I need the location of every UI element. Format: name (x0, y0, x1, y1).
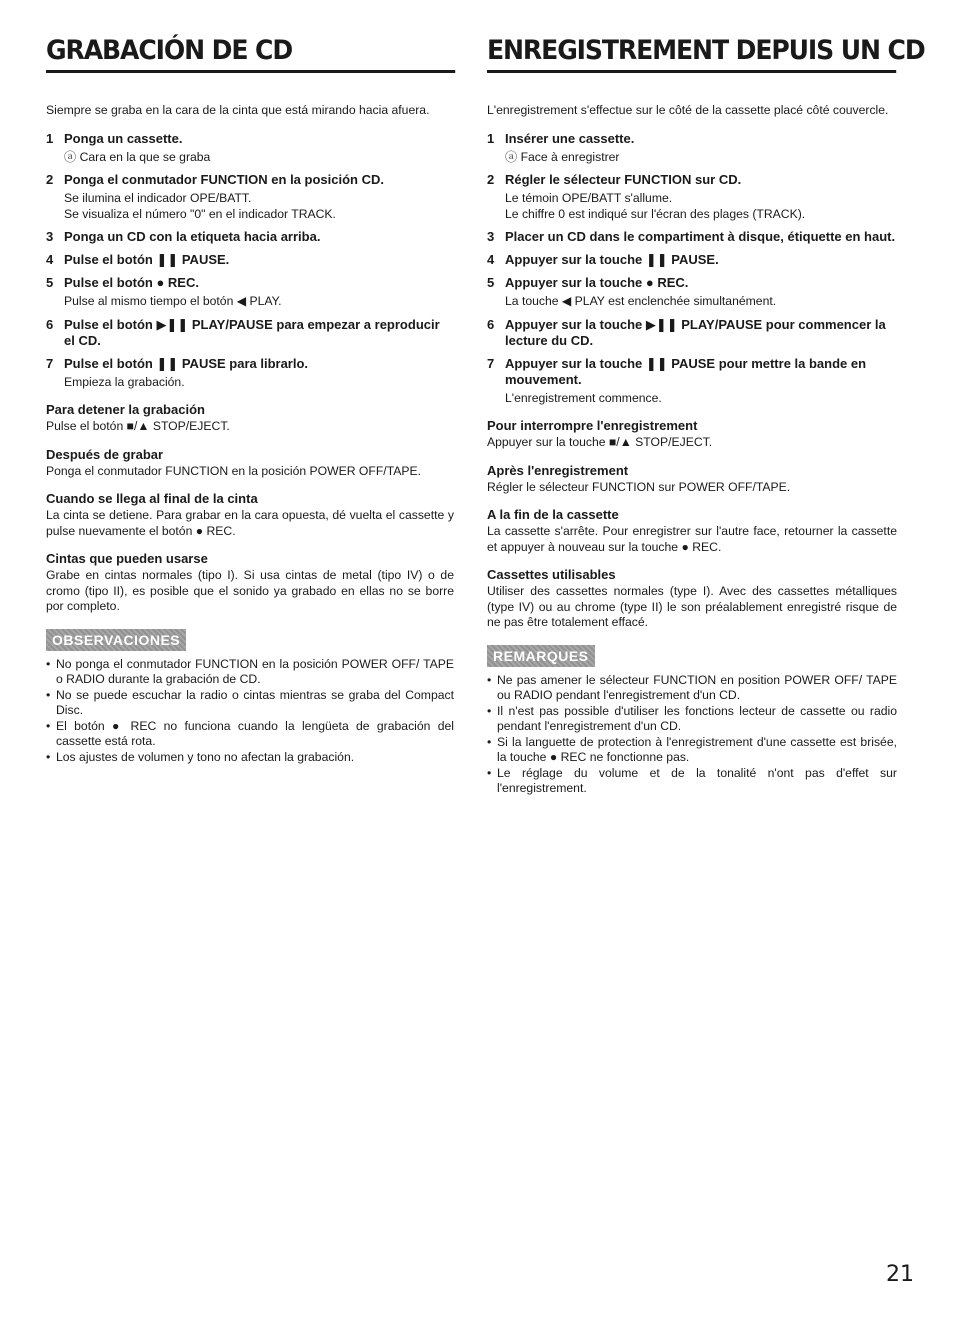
step-list (487, 131, 897, 407)
step-text: Ponga un cassette. (64, 130, 183, 146)
note-item: • No ponga el conmutador FUNCTION en la posición POWER OFF/ TAPE o RADIO durante la grabación de CD. (46, 657, 454, 688)
section-heading: Cassettes utilisables (487, 567, 616, 582)
step-text: Appuyer sur la touche ● REC. (505, 275, 689, 290)
step-number: 5 (46, 275, 54, 290)
step-number: 7 (46, 355, 54, 371)
step-text: Ponga un CD con la etiqueta hacia arriba. (64, 229, 321, 244)
step-number: 1 (46, 130, 54, 146)
step-item (46, 275, 454, 310)
step-list (46, 131, 454, 391)
section-text: Régler le sélecteur FUNCTION sur POWER OFF/TAPE. (487, 479, 791, 494)
step-number: 4 (487, 252, 495, 267)
step-text: Ponga el conmutador FUNCTION en la posición CD. (64, 172, 384, 187)
spanish-column (46, 34, 454, 765)
notes-list (487, 673, 897, 797)
step-text: Pulse el botón ▶❚❚ PLAY/PAUSE para empezar a reproducir el CD. (64, 316, 440, 348)
step-text: Placer un CD dans le compartiment à disque, étiquette en haut. (505, 229, 896, 244)
step-note: L'enregistrement commence. (505, 390, 662, 405)
step-text: Pulse el botón ❚❚ PAUSE. (64, 252, 230, 267)
step-text: Insérer une cassette. (505, 130, 635, 146)
step-note: ⓐ Cara en la que se graba (64, 149, 211, 164)
step-number: 5 (487, 275, 495, 290)
step-text: Appuyer sur la touche ❚❚ PAUSE pour mettre la bande en mouvement. (505, 355, 867, 387)
step-item (46, 317, 454, 349)
step-item (46, 229, 454, 245)
step-number: 2 (487, 172, 495, 187)
note-item: • Si la languette de protection à l'enregistrement d'une cassette est brisée, la touche ● REC ne fonctionne pas. (487, 735, 897, 766)
note-item: • Il n'est pas possible d'utiliser les fonctions lecteur de cassette ou radio pendant l'enregistrement d'un CD. (487, 704, 897, 735)
step-item (487, 131, 897, 166)
section-text: Grabe en cintas normales (tipo I). Si usa cintas de metal (tipo IV) o de cromo (tipo II), es posible que el sonido ya grabado en ellas no se borre por completo. (46, 568, 454, 613)
step-item (487, 275, 897, 310)
page-title-french: ENREGISTREMENT DEPUIS UN CD (487, 34, 896, 73)
section-heading: Pour interrompre l'enregistrement (487, 418, 698, 433)
step-note: ⓐ Face à enregistrer (505, 149, 620, 164)
section-heading: Cuando se llega al final de la cinta (46, 491, 258, 506)
section-text: La cinta se detiene. Para grabar en la cara opuesta, dé vuelta el cassette y pulse nuevamente el botón ● REC. (46, 508, 454, 538)
step-item (46, 252, 454, 268)
step-number: 3 (46, 229, 54, 244)
step-text: Pulse el botón ● REC. (64, 275, 199, 290)
step-note: Pulse al mismo tiempo el botón ◀ PLAY. (64, 294, 282, 308)
step-item (487, 252, 897, 268)
page-number: 21 (886, 1262, 914, 1287)
step-note: Le témoin OPE/BATT s'allume. Le chiffre 0 est indiqué sur l'écran des plages (TRACK). (505, 191, 806, 221)
step-note: La touche ◀ PLAY est enclenchée simultanément. (505, 294, 777, 308)
step-number: 1 (487, 130, 495, 146)
notes-badge: OBSERVACIONES (46, 629, 186, 651)
step-text: Appuyer sur la touche ❚❚ PAUSE. (505, 252, 719, 267)
step-number: 7 (487, 355, 495, 371)
notes-badge: REMARQUES (487, 645, 595, 667)
section-heading: Después de grabar (46, 446, 164, 462)
section-text: Pulse el botón ■/▲ STOP/EJECT. (46, 419, 230, 433)
step-item (487, 317, 897, 349)
intro-text: Siempre se graba en la cara de la cinta que está mirando hacia afuera. (46, 103, 430, 117)
step-text: Appuyer sur la touche ▶❚❚ PLAY/PAUSE pour commencer la lecture du CD. (505, 316, 886, 348)
step-item (487, 356, 897, 407)
step-item (46, 131, 454, 166)
notes-list (46, 657, 454, 766)
section-text: Appuyer sur la touche ■/▲ STOP/EJECT. (487, 435, 713, 449)
section-text: La cassette s'arrête. Pour enregistrer sur l'autre face, retourner la cassette et appuyer à nouveau sur la touche ● REC. (487, 524, 897, 554)
note-item: • Le réglage du volume et de la tonalité n'ont pas d'effet sur l'enregistrement. (487, 766, 897, 797)
section-text: Utiliser des cassettes normales (type I). Avec des cassettes métalliques (type IV) ou au chrome (type II) le son préalablement enregistré risque de ne pas être totalement effacé. (487, 584, 897, 629)
step-note: Se ilumina el indicador OPE/BATT. Se visualiza el número "0" en el indicador TRACK. (64, 191, 336, 221)
step-text: Pulse el botón ❚❚ PAUSE para librarlo. (64, 355, 309, 371)
step-item (487, 229, 897, 245)
step-item (487, 172, 897, 222)
step-text: Régler le sélecteur FUNCTION sur CD. (505, 172, 742, 187)
section-heading: Para detener la grabación (46, 402, 205, 417)
section-heading: A la fin de la cassette (487, 507, 619, 522)
step-number: 3 (487, 229, 495, 244)
step-number: 4 (46, 252, 54, 267)
french-column (487, 34, 925, 797)
step-item (46, 356, 454, 391)
note-item: • Los ajustes de volumen y tono no afectan la grabación. (46, 750, 454, 766)
step-number: 2 (46, 172, 54, 187)
section-heading: Cintas que pueden usarse (46, 551, 208, 566)
page-title-spanish: GRABACIÓN DE CD (46, 34, 455, 73)
step-number: 6 (487, 316, 495, 332)
step-item (46, 172, 454, 222)
intro-text: L'enregistrement s'effectue sur le côté de la cassette placé côté couvercle. (487, 103, 889, 117)
section-text: Ponga el conmutador FUNCTION en la posición POWER OFF/TAPE. (46, 463, 422, 478)
section-heading: Après l'enregistrement (487, 462, 629, 478)
note-item: • No se puede escuchar la radio o cintas mientras se graba del Compact Disc. (46, 688, 454, 719)
step-note: Empieza la grabación. (64, 374, 185, 389)
note-item: • Ne pas amener le sélecteur FUNCTION en position POWER OFF/ TAPE ou RADIO pendant l'enregistrement d'un CD. (487, 673, 897, 704)
step-number: 6 (46, 316, 54, 332)
note-item: • El botón ● REC no funciona cuando la lengüeta de grabación del cassette está rota. (46, 719, 454, 750)
